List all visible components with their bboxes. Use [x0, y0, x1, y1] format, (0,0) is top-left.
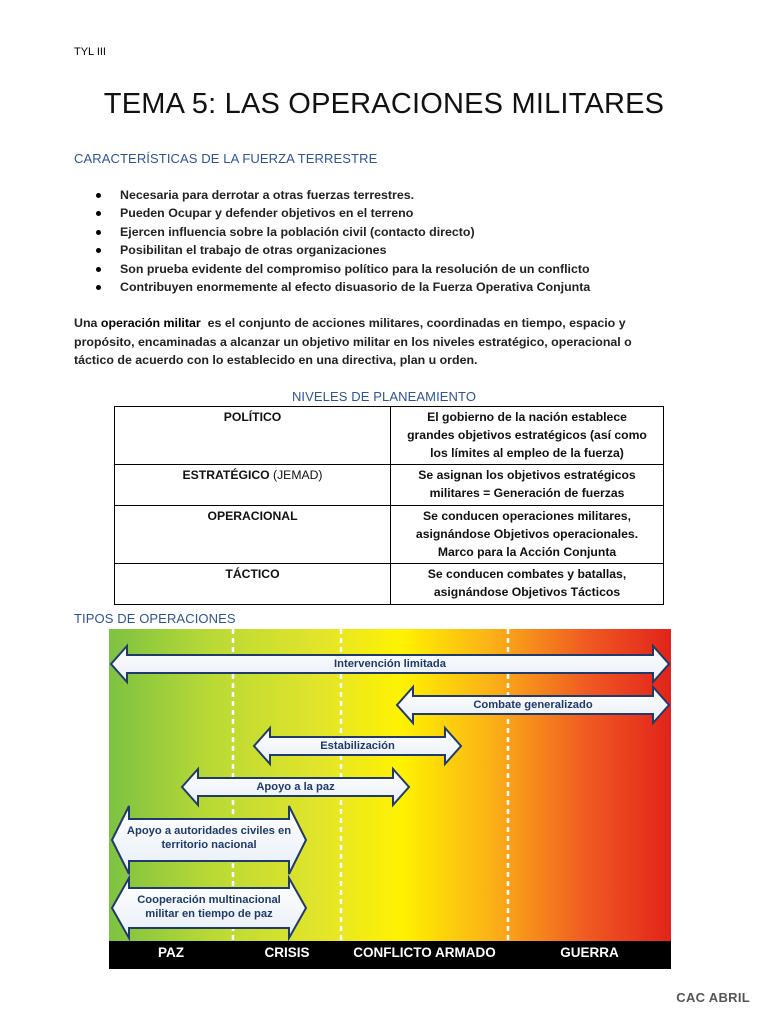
list-item: Pueden Ocupar y defender objetivos en el terreno	[74, 204, 694, 222]
description-cell: Se conducen combates y batallas, asignándose Objetivos Tácticos	[391, 564, 664, 605]
op-label-intervencion: Intervención limitada	[334, 658, 446, 670]
bullet-icon	[96, 267, 101, 272]
list-item: Ejercen influencia sobre la población civil (contacto directo)	[74, 223, 694, 241]
table-row	[115, 465, 664, 506]
op-label-estabilizacion: Estabilización	[320, 740, 395, 752]
section-heading-caracteristicas: CARACTERÍSTICAS DE LA FUERZA TERRESTRE	[74, 151, 378, 166]
bullet-icon	[96, 230, 101, 235]
bullet-icon	[96, 285, 101, 290]
description-cell: El gobierno de la nación establece grandes objetivos estratégicos (así como los límites al empleo de la fuerza)	[391, 407, 664, 465]
bullet-icon	[96, 248, 101, 253]
table-row	[115, 407, 664, 465]
op-label-apoyo-paz: Apoyo a la paz	[256, 781, 335, 793]
header-tag: TYL III	[74, 46, 106, 58]
phase-conflicto-armado: CONFLICTO ARMADO	[353, 945, 496, 960]
level-cell: POLÍTICO	[115, 407, 391, 465]
intro-keyword: operación militar	[100, 316, 201, 330]
operations-diagram	[109, 629, 671, 969]
phase-paz: PAZ	[158, 945, 184, 960]
phase-crisis: CRISIS	[264, 945, 310, 960]
list-item: Contribuyen enormemente al efecto disuasorio de la Fuerza Operativa Conjunta	[74, 278, 694, 296]
characteristics-list	[74, 186, 694, 296]
op-label-cooperacion: Cooperación multinacional militar en tiempo de paz	[137, 894, 281, 920]
op-label-apoyo-autoridades: Apoyo a autoridades civiles en territorio nacional	[126, 825, 292, 851]
section-heading-niveles: NIVELES DE PLANEAMIENTO	[291, 389, 477, 404]
intro-paragraph	[74, 314, 674, 370]
section-heading-tipos: TIPOS DE OPERACIONES	[74, 611, 236, 626]
intro-line-3: táctico de acuerdo con lo establecido en una directiva, plan u orden.	[74, 353, 478, 368]
intro-line-1: Una operación militar es el conjunto de acciones militares, coordinadas en tiempo, espacio y	[74, 316, 626, 330]
bullet-icon	[96, 193, 101, 198]
description-cell: Se asignan los objetivos estratégicos militares = Generación de fuerzas	[391, 465, 664, 506]
table-row	[115, 564, 664, 605]
footer-tag: CAC ABRIL	[676, 990, 750, 1005]
description-cell: Se conducen operaciones militares, asignándose Objetivos operacionales. Marco para la Acción Conjunta	[391, 505, 664, 563]
list-item: Son prueba evidente del compromiso político para la resolución de un conflicto	[74, 260, 694, 278]
list-item: Necesaria para derrotar a otras fuerzas terrestres.	[74, 186, 694, 204]
phase-guerra: GUERRA	[560, 945, 619, 960]
level-cell: OPERACIONAL	[115, 505, 391, 563]
page-title: TEMA 5: LAS OPERACIONES MILITARES	[103, 88, 665, 120]
level-cell: TÁCTICO	[115, 564, 391, 605]
table-row	[115, 505, 664, 563]
level-cell: ESTRATÉGICO (JEMAD)	[115, 465, 391, 506]
bullet-icon	[96, 211, 101, 216]
planning-levels-table	[114, 406, 664, 605]
list-item: Posibilitan el trabajo de otras organizaciones	[74, 241, 694, 259]
intro-line-2: propósito, encaminadas a alcanzar un objetivo militar en los niveles estratégico, operacional o	[74, 334, 632, 349]
op-label-combate: Combate generalizado	[473, 699, 593, 711]
